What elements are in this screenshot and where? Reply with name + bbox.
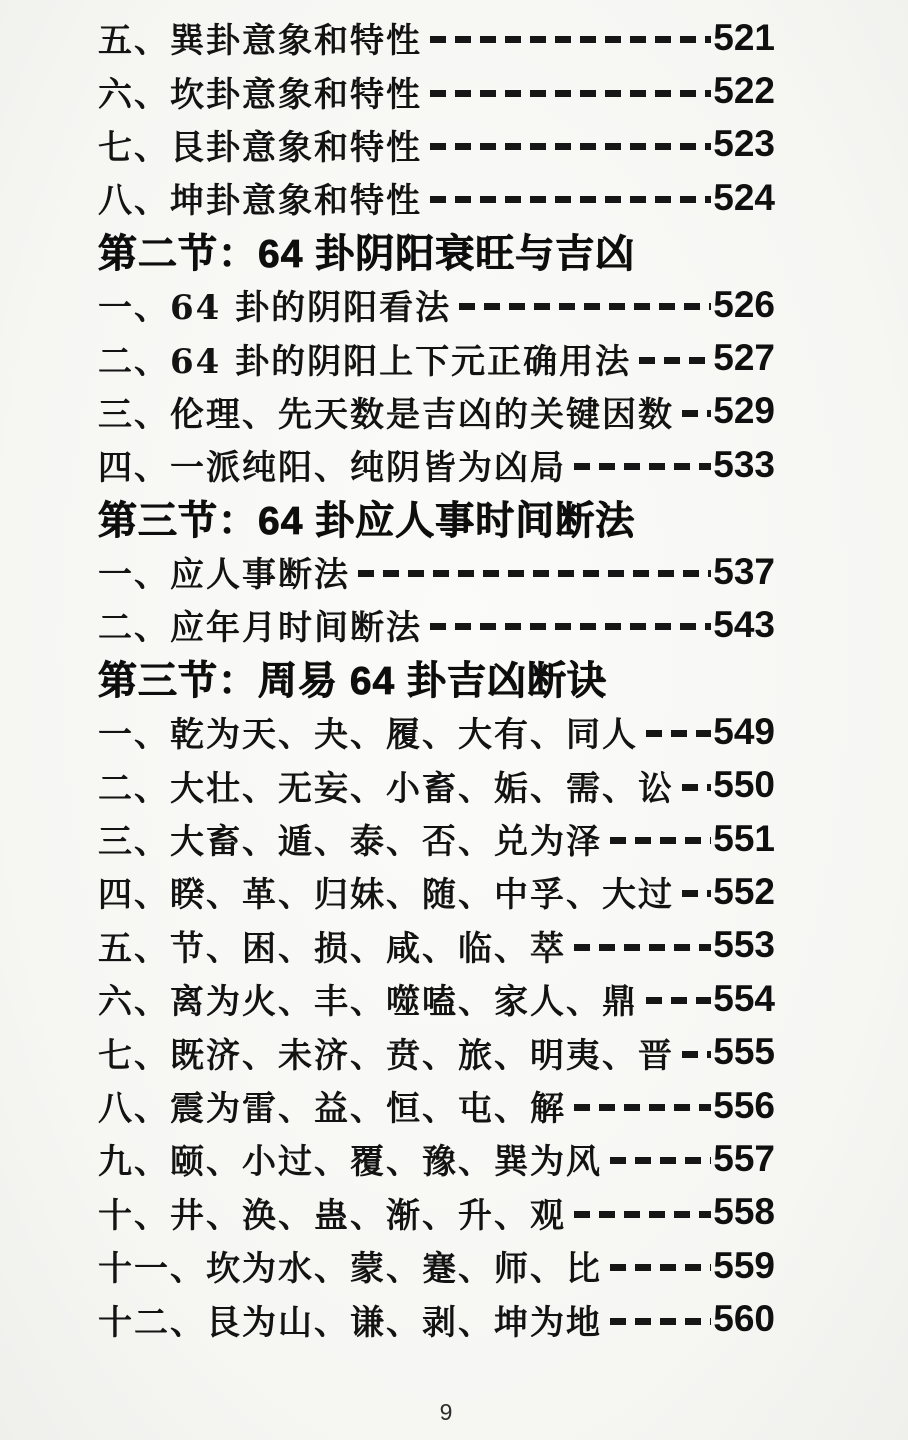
toc-entry <box>98 598 775 651</box>
dash-leader <box>430 623 711 630</box>
toc-entry-page: 557 <box>713 1137 775 1179</box>
toc-entry-page: 521 <box>713 16 775 58</box>
dash-leader <box>459 303 711 310</box>
toc-entry <box>98 705 775 758</box>
toc-entry <box>98 385 775 438</box>
toc-entry <box>98 865 775 918</box>
toc-entry-label: 三、大畜、遁、泰、否、兑为泽 <box>98 822 602 863</box>
toc-entry-page: 552 <box>713 870 775 912</box>
toc-entry <box>98 758 775 811</box>
table-of-contents <box>98 11 775 1346</box>
toc-entry-page: 556 <box>713 1084 775 1126</box>
toc-entry-page: 522 <box>713 70 775 112</box>
toc-section-heading-label: 第三节：64 卦应人事时间断法 <box>98 500 636 544</box>
dash-leader <box>574 463 711 470</box>
toc-entry <box>98 438 775 491</box>
toc-entry-label: 七、艮卦意象和特性 <box>98 127 422 168</box>
dash-leader <box>682 1051 711 1058</box>
toc-entry <box>98 171 775 224</box>
toc-entry-label: 十、井、涣、蛊、渐、升、观 <box>98 1195 566 1236</box>
toc-entry-page: 554 <box>713 977 775 1019</box>
toc-entry <box>98 545 775 598</box>
toc-entry-page: 524 <box>713 176 775 218</box>
toc-entry-label: 三、伦理、先天数是吉凶的关键因数 <box>98 394 674 435</box>
toc-entry-label: 四、一派纯阳、纯阴皆为凶局 <box>98 448 566 489</box>
dash-leader <box>430 90 711 97</box>
toc-entry <box>98 1292 775 1345</box>
toc-entry <box>98 1186 775 1239</box>
toc-section-heading <box>98 652 775 705</box>
toc-section-heading <box>98 225 775 278</box>
dash-leader <box>574 944 711 951</box>
toc-entry-page: 529 <box>713 390 775 432</box>
toc-entry <box>98 331 775 384</box>
toc-entry <box>98 812 775 865</box>
toc-entry-page: 533 <box>713 443 775 485</box>
dash-leader <box>682 410 711 417</box>
toc-entry-label: 一、应人事断法 <box>98 555 350 596</box>
toc-entry-label: 一、乾为天、夬、履、大有、同人 <box>98 715 638 756</box>
toc-entry-label: 一、64 卦的阴阳看法 <box>98 288 452 329</box>
toc-entry-page: 553 <box>713 924 775 966</box>
toc-entry-label: 二、64 卦的阴阳上下元正确用法 <box>98 341 632 382</box>
toc-entry-page: 526 <box>713 283 775 325</box>
toc-entry-label: 五、节、困、损、咸、临、萃 <box>98 928 566 969</box>
toc-entry-page: 560 <box>713 1298 775 1340</box>
toc-entry-page: 550 <box>713 764 775 806</box>
toc-entry-label: 八、坤卦意象和特性 <box>98 181 422 222</box>
toc-entry <box>98 1079 775 1132</box>
dash-leader <box>610 1157 711 1164</box>
toc-entry-label: 七、既济、未济、贲、旅、明夷、晋 <box>98 1035 674 1076</box>
toc-entry <box>98 1132 775 1185</box>
dash-leader <box>682 784 711 791</box>
toc-entry <box>98 278 775 331</box>
dash-leader <box>646 997 711 1004</box>
toc-entry <box>98 919 775 972</box>
toc-section-heading-label: 第二节：64 卦阴阳衰旺与吉凶 <box>98 233 636 277</box>
dash-leader <box>610 1318 711 1325</box>
dash-leader <box>610 837 711 844</box>
toc-entry <box>98 11 775 64</box>
dash-leader <box>639 357 711 364</box>
dash-leader <box>430 36 711 43</box>
toc-entry <box>98 1239 775 1292</box>
page-number: 9 <box>439 1399 453 1425</box>
toc-entry-label: 四、睽、革、归妹、随、中孚、大过 <box>98 875 674 916</box>
toc-entry-label: 二、应年月时间断法 <box>98 608 422 649</box>
toc-section-heading <box>98 492 775 545</box>
toc-entry-page: 537 <box>713 550 775 592</box>
dash-leader <box>574 1104 711 1111</box>
toc-entry-label: 五、巽卦意象和特性 <box>98 21 422 62</box>
toc-entry-label: 十二、艮为山、谦、剥、坤为地 <box>98 1302 602 1343</box>
toc-entry-label: 十一、坎为水、蒙、蹇、师、比 <box>98 1249 602 1290</box>
toc-entry <box>98 972 775 1025</box>
toc-entry-page: 551 <box>713 817 775 859</box>
toc-entry-label: 九、颐、小过、覆、豫、巽为风 <box>98 1142 602 1183</box>
dash-leader <box>430 196 711 203</box>
toc-entry <box>98 1025 775 1078</box>
toc-entry <box>98 64 775 117</box>
toc-entry-page: 558 <box>713 1191 775 1233</box>
toc-entry <box>98 118 775 171</box>
toc-entry-page: 549 <box>713 710 775 752</box>
toc-entry-label: 六、坎卦意象和特性 <box>98 74 422 115</box>
toc-entry-page: 543 <box>713 603 775 645</box>
dash-leader <box>682 890 711 897</box>
dash-leader <box>358 570 711 577</box>
toc-entry-label: 六、离为火、丰、噬嗑、家人、鼎 <box>98 982 638 1023</box>
dash-leader <box>574 1211 711 1218</box>
toc-entry-page: 523 <box>713 123 775 165</box>
dash-leader <box>430 143 711 150</box>
dash-leader <box>646 730 711 737</box>
toc-entry-page: 527 <box>713 337 775 379</box>
toc-entry-label: 八、震为雷、益、恒、屯、解 <box>98 1089 566 1129</box>
toc-section-heading-label: 第三节：周易 64 卦吉凶断诀 <box>98 660 608 704</box>
toc-entry-page: 559 <box>713 1244 775 1286</box>
dash-leader <box>610 1264 711 1271</box>
toc-entry-label: 二、大壮、无妄、小畜、姤、需、讼 <box>98 768 674 809</box>
toc-entry-page: 555 <box>713 1031 775 1073</box>
